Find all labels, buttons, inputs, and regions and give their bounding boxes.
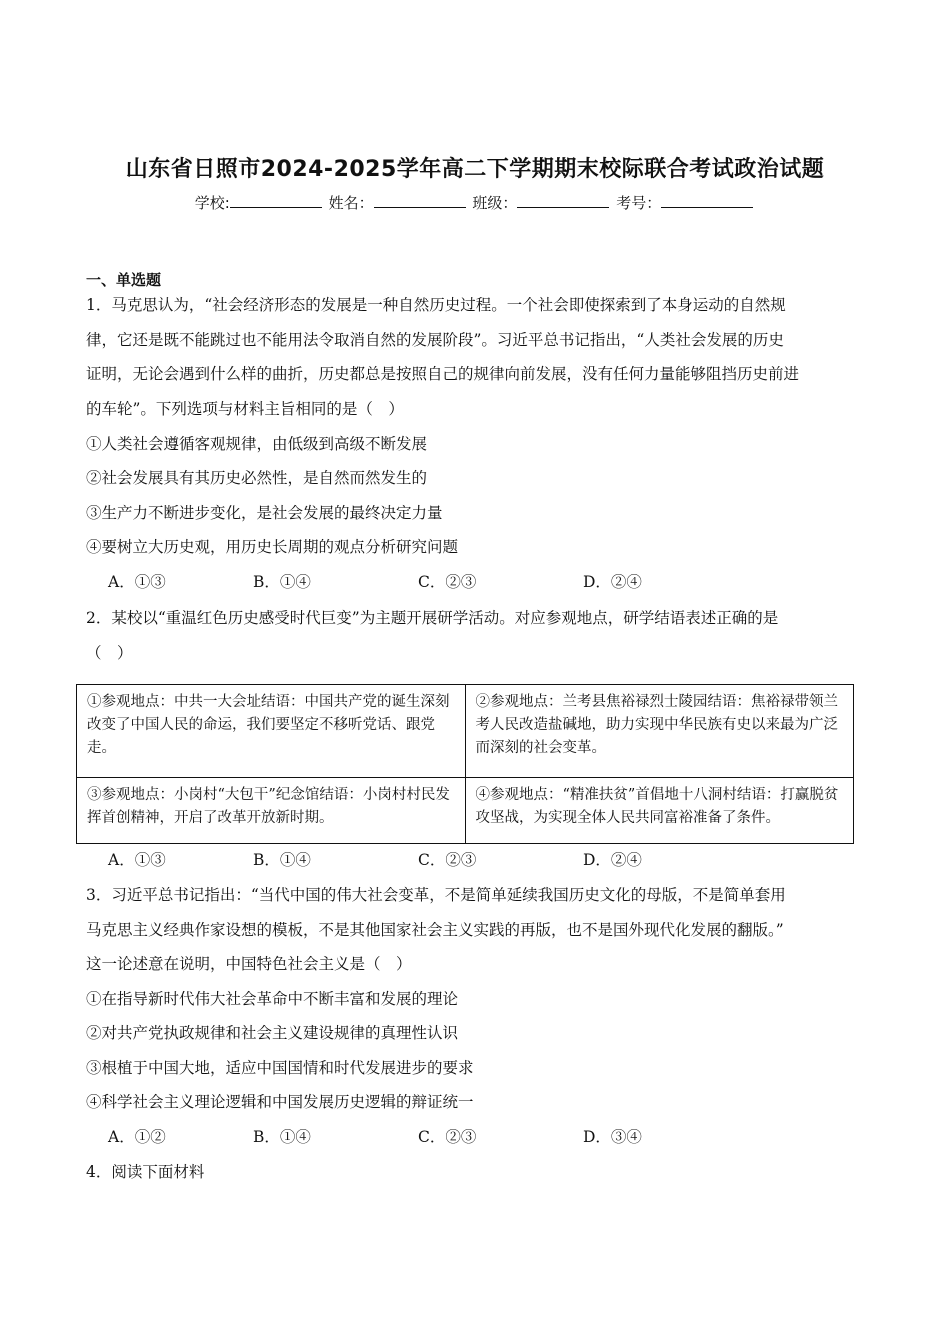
table-row <box>77 777 854 843</box>
q1-option-c[interactable]: C．②③ <box>418 573 477 591</box>
table-cell: ①参观地点：中共一大会址结语：中国共产党的诞生深刻改变了中国人民的命运，我们要坚定不移听党话、跟党走。 <box>77 685 466 778</box>
q1-stem-line: 1．马克思认为，“社会经济形态的发展是一种自然历史过程。一个社会即使探索到了本身运动的自然规 <box>86 296 786 314</box>
q3-stem-line: 3．习近平总书记指出：“当代中国的伟大社会变革，不是简单延续我国历史文化的母版，不是简单套用 <box>86 886 786 904</box>
q3-option-b[interactable]: B．①④ <box>253 1128 311 1146</box>
q2-stem-line: （ ） <box>86 644 133 662</box>
q1-option-a[interactable]: A．①③ <box>108 573 166 591</box>
q1-item: ①人类社会遵循客观规律，由低级到高级不断发展 <box>86 435 428 453</box>
q2-option-d[interactable]: D．②④ <box>583 851 642 869</box>
table-cell: ③参观地点：小岗村“大包干”纪念馆结语：小岗村村民发挥首创精神，开启了改革开放新时期。 <box>77 777 466 843</box>
q3-stem-line: 马克思主义经典作家设想的模板，不是其他国家社会主义实践的再版，也不是国外现代化发展的翻版。” <box>86 921 784 939</box>
q3-item: ②对共产党执政规律和社会主义建设规律的真理性认识 <box>86 1024 459 1042</box>
q3-item: ③根植于中国大地，适应中国国情和时代发展进步的要求 <box>86 1059 474 1077</box>
q3-option-c[interactable]: C．②③ <box>418 1128 477 1146</box>
student-info-row <box>0 192 950 213</box>
section-heading: 一、单选题 <box>86 271 162 289</box>
school-blank[interactable] <box>230 193 322 208</box>
exam-title: 山东省日照市2024-2025学年高二下学期期末校际联合考试政治试题 <box>125 157 825 182</box>
table-cell: ④参观地点：“精准扶贫”首倡地十八洞村结语：打赢脱贫攻坚战，为实现全体人民共同富裕准备了条件。 <box>465 777 854 843</box>
q3-item: ④科学社会主义理论逻辑和中国发展历史逻辑的辩证统一 <box>86 1093 474 1111</box>
q2-stem-line: 2．某校以“重温红色历史感受时代巨变”为主题开展研学活动。对应参观地点，研学结语表述正确的是 <box>86 609 779 627</box>
q1-stem-line: 的车轮”。下列选项与材料主旨相同的是（ ） <box>86 400 404 418</box>
q1-item: ②社会发展具有其历史必然性，是自然而然发生的 <box>86 469 428 487</box>
q1-item: ④要树立大历史观，用历史长周期的观点分析研究问题 <box>86 538 459 556</box>
q3-stem-line: 这一论述意在说明，中国特色社会主义是（ ） <box>86 955 412 973</box>
table-row <box>77 685 854 778</box>
name-label: 姓名： <box>328 194 374 212</box>
q1-stem-line: 律，它还是既不能跳过也不能用法令取消自然的发展阶段”。习近平总书记指出，“人类社会发展的历史 <box>86 331 784 349</box>
table-cell: ②参观地点：兰考县焦裕禄烈士陵园结语：焦裕禄带领兰考人民改造盐碱地，助力实现中华民族有史以来最为广泛而深刻的社会变革。 <box>465 685 854 778</box>
q1-option-b[interactable]: B．①④ <box>253 573 311 591</box>
q1-item: ③生产力不断进步变化，是社会发展的最终决定力量 <box>86 504 443 522</box>
name-blank[interactable] <box>374 193 466 208</box>
q1-stem-line: 证明，无论会遇到什么样的曲折，历史都总是按照自己的规律向前发展，没有任何力量能够阻挡历史前进 <box>86 365 800 383</box>
q4-stem-line: 4．阅读下面材料 <box>86 1163 205 1181</box>
exam-no-blank[interactable] <box>661 193 753 208</box>
class-blank[interactable] <box>517 193 609 208</box>
q2-option-c[interactable]: C．②③ <box>418 851 477 869</box>
class-label: 班级： <box>472 194 518 212</box>
q2-option-b[interactable]: B．①④ <box>253 851 311 869</box>
school-label: 学校: <box>194 194 230 212</box>
q1-option-d[interactable]: D．②④ <box>583 573 642 591</box>
q3-item: ①在指导新时代伟大社会革命中不断丰富和发展的理论 <box>86 990 459 1008</box>
q2-option-a[interactable]: A．①③ <box>108 851 166 869</box>
q3-option-a[interactable]: A．①② <box>108 1128 166 1146</box>
q2-material-table <box>76 684 854 844</box>
q3-option-d[interactable]: D．③④ <box>583 1128 642 1146</box>
exam-no-label: 考号： <box>616 194 662 212</box>
